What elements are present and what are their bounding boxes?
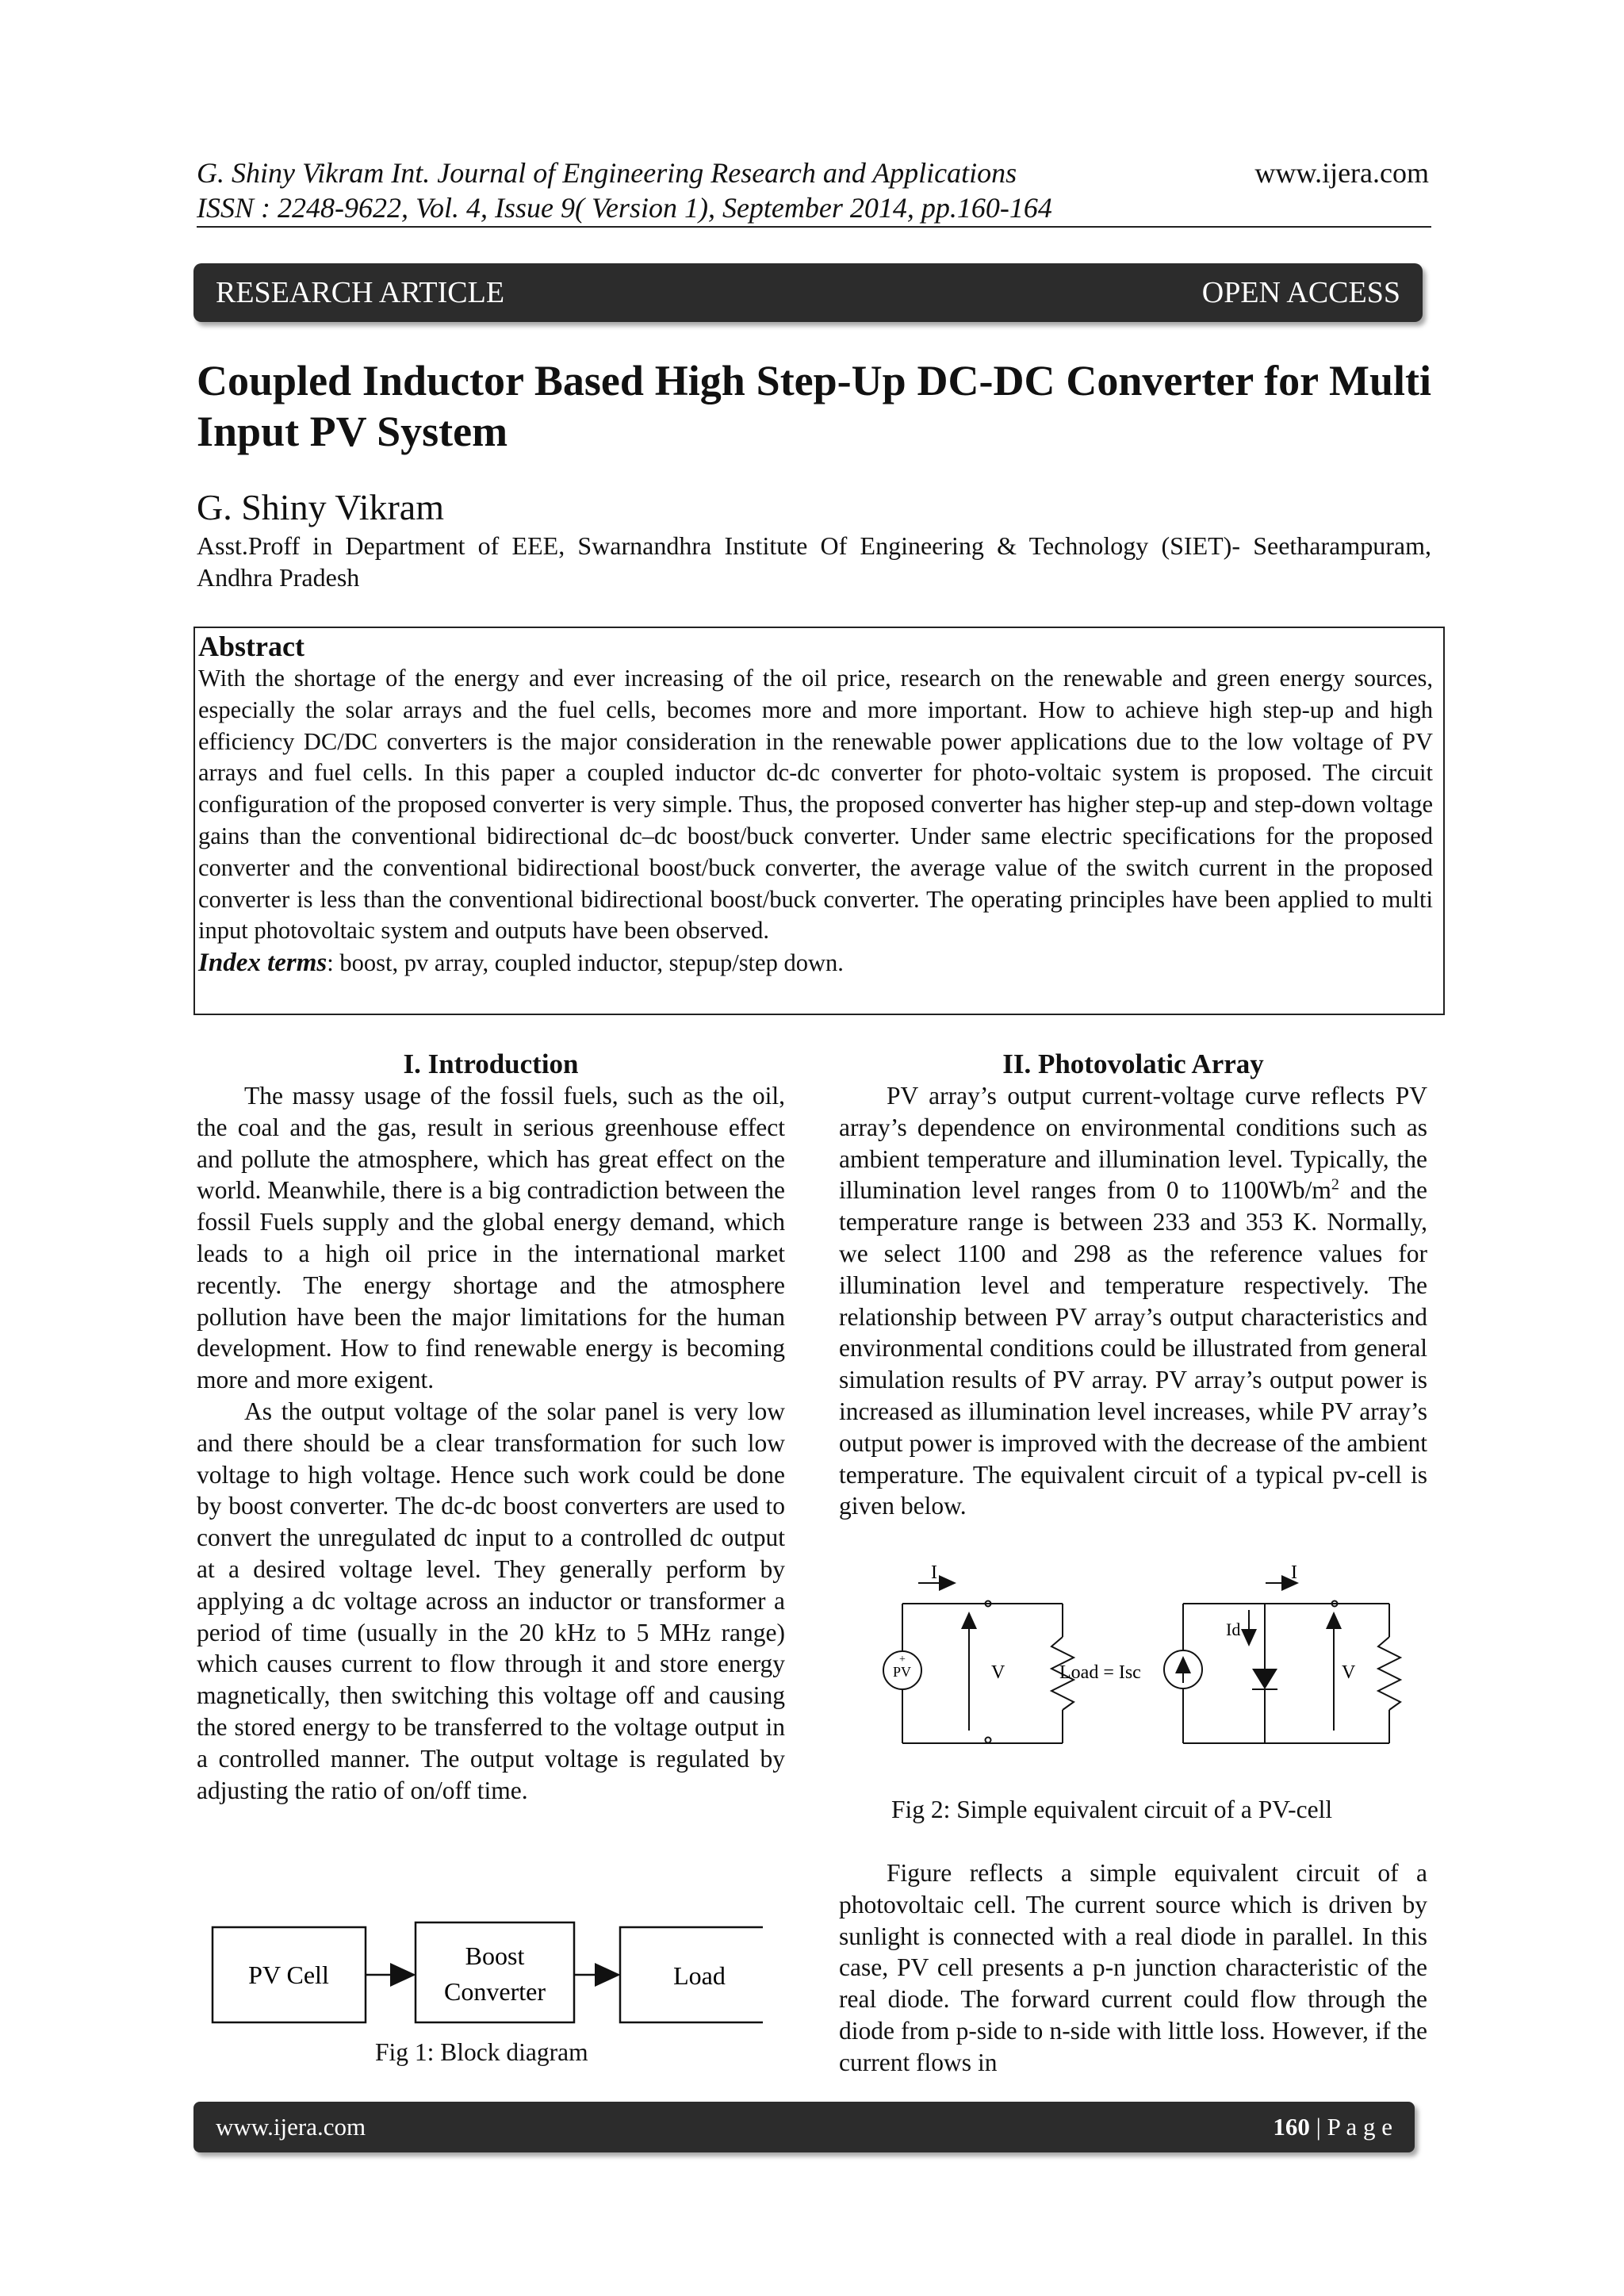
- index-terms-values: : boost, pv array, coupled inductor, stepup/step down.: [327, 949, 844, 977]
- pv-paragraph-1: [839, 1080, 1427, 1522]
- access-label: OPEN ACCESS: [1201, 276, 1400, 309]
- current-label-left: I: [931, 1564, 937, 1583]
- issn-line: ISSN : 2248-9622, Vol. 4, Issue 9( Version 1), September 2014, pp.160-164: [197, 192, 1052, 224]
- journal-header: G. Shiny Vikram Int. Journal of Engineering Research and Applications: [197, 157, 1017, 189]
- page-suffix: | P a g e: [1309, 2113, 1392, 2141]
- paper-title: Coupled Inductor Based High Step-Up DC-DC Converter for Multi Input PV System: [197, 357, 1431, 455]
- pv-cell-label: PV Cell: [248, 1961, 329, 1989]
- pv-equivalent-circuit: [871, 1564, 1418, 1754]
- pv-paragraph-2: Figure reflects a simple equivalent circuit of a photovoltaic cell. The current source which is driven by sunlight is connected with a real diode in parallel. In this case, PV cell presents a p-n junction characteristic of the real diode. The forward current could flow through the diode from p-side to n-side with little loss. However, if the current flows in: [839, 1859, 1427, 2076]
- right-column-continued: [839, 1857, 1427, 2079]
- footer-website[interactable]: www.ijera.com: [216, 2113, 366, 2141]
- voltage-label-right: V: [1342, 1662, 1356, 1683]
- pv-paragraph-1-a: PV array’s output current-voltage curve reflects PV array’s dependence on environmental conditions such as ambient temperature and illumination level. Typically, the illumination level ranges from 0 to 1100Wb/m: [839, 1082, 1427, 1205]
- source-plus-label: +: [899, 1654, 906, 1665]
- abstract-box: [193, 627, 1445, 1015]
- page-footer: [193, 2102, 1415, 2152]
- header-rule: [197, 226, 1431, 228]
- pv-paragraph-1-b: and the temperature range is between 233 and 353 K. Normally, we select 1100 and 298 as the reference values for illumination level and temperature respectively. The relationship between PV array’s output characteristics and environmental conditions could be illustrated from general simulation results of PV array. PV array’s output power is increased as illumination level increases, while PV array’s output power is improved with the decrease of the ambient temperature. The equivalent circuit of a typical pv-cell is given below.: [839, 1176, 1427, 1520]
- section-heading-pv-array: II. Photovolatic Array: [1002, 1048, 1264, 1079]
- boost-label: Boost: [465, 1941, 525, 1970]
- load-equals-isc-label: Load = Isc: [1059, 1662, 1141, 1683]
- left-column: [197, 1048, 785, 1806]
- intro-paragraph-1: The massy usage of the fossil fuels, such as the oil, the coal and the gas, result in serious greenhouse effect and pollute the atmosphere, which has great effect on the world. Meanwhile, there is a big contradiction between the fossil Fuels supply and the global energy demand, which leads to a high oil price in the international market recently. The energy shortage and the atmosphere pollution have been the major limitations for the human development. How to find renewable energy is becoming more and more exigent.: [197, 1082, 785, 1394]
- diode-current-label: Id: [1226, 1619, 1241, 1639]
- section-heading-introduction: I. Introduction: [403, 1048, 579, 1079]
- author-name: G. Shiny Vikram: [197, 487, 445, 527]
- page-number-value: 160: [1273, 2113, 1310, 2141]
- intro-paragraph-2: As the output voltage of the solar panel is very low and there should be a clear transformation for such low voltage to high voltage. Hence such work could be done by boost converter. The dc-dc boost converters are used to convert the unregulated dc input to a controlled dc output at a desired voltage level. They generally perform by applying a dc voltage across an inductor or transformer a period of time (usually in the 20 kHz to 5 MHz range) which causes current to flow through it and store energy magnetically, then switching this voltage off and causing the stored energy to be transferred to the voltage output in a controlled manner. The output voltage is regulated by adjusting the ratio of on/off time.: [197, 1397, 785, 1804]
- index-terms: [198, 947, 1443, 979]
- index-terms-label: Index terms: [198, 949, 327, 978]
- fig2-caption: Fig 2: Simple equivalent circuit of a PV-cell: [891, 1796, 1333, 1823]
- diode-symbol: [1252, 1669, 1277, 1689]
- converter-label: Converter: [444, 1977, 546, 2006]
- source-pv-label: PV: [893, 1664, 912, 1680]
- terminal-bottom-left: [986, 1738, 991, 1743]
- superscript-2: 2: [1331, 1175, 1339, 1194]
- journal-website[interactable]: www.ijera.com: [1254, 157, 1429, 189]
- right-column: [839, 1048, 1427, 1522]
- block-diagram: [208, 1921, 763, 2032]
- page-number: [1273, 2113, 1392, 2141]
- voltage-label-left: V: [991, 1662, 1005, 1683]
- author-affiliation: Asst.Proff in Department of EEE, Swarnandhra Institute Of Engineering & Technology (SIET)- Seetharampuram, Andhra Pradesh: [197, 531, 1431, 592]
- load-label: Load: [673, 1961, 726, 1990]
- fig1-caption: Fig 1: Block diagram: [375, 2038, 588, 2066]
- boost-converter-block: [416, 1922, 574, 2022]
- abstract-heading: Abstract: [198, 631, 304, 662]
- article-type-label: RESEARCH ARTICLE: [216, 276, 505, 309]
- current-label-right: I: [1291, 1564, 1297, 1583]
- article-banner: [193, 263, 1423, 322]
- abstract-text: With the shortage of the energy and ever increasing of the oil price, research on the renewable and green energy sources, especially the solar arrays and the fuel cells, becomes more and more important. How to achieve high step-up and high efficiency DC/DC converters is the major consideration in the renewable power applications due to the low voltage of PV arrays and fuel cells. In this paper a coupled inductor dc-dc converter for photo-voltaic system is proposed. The circuit configuration of the proposed converter is very simple. Thus, the proposed converter has higher step-up and step-down voltage gains than the conventional bidirectional dc–dc boost/buck converter. Under same electric specifications for the proposed converter and the conventional bidirectional boost/buck converter, the average value of the switch current in the proposed converter is less than the conventional bidirectional boost/buck converter. The operating principles have been applied to multi input photovoltaic system and outputs have been observed.: [198, 665, 1433, 945]
- load-resistor-right: [1378, 1637, 1400, 1710]
